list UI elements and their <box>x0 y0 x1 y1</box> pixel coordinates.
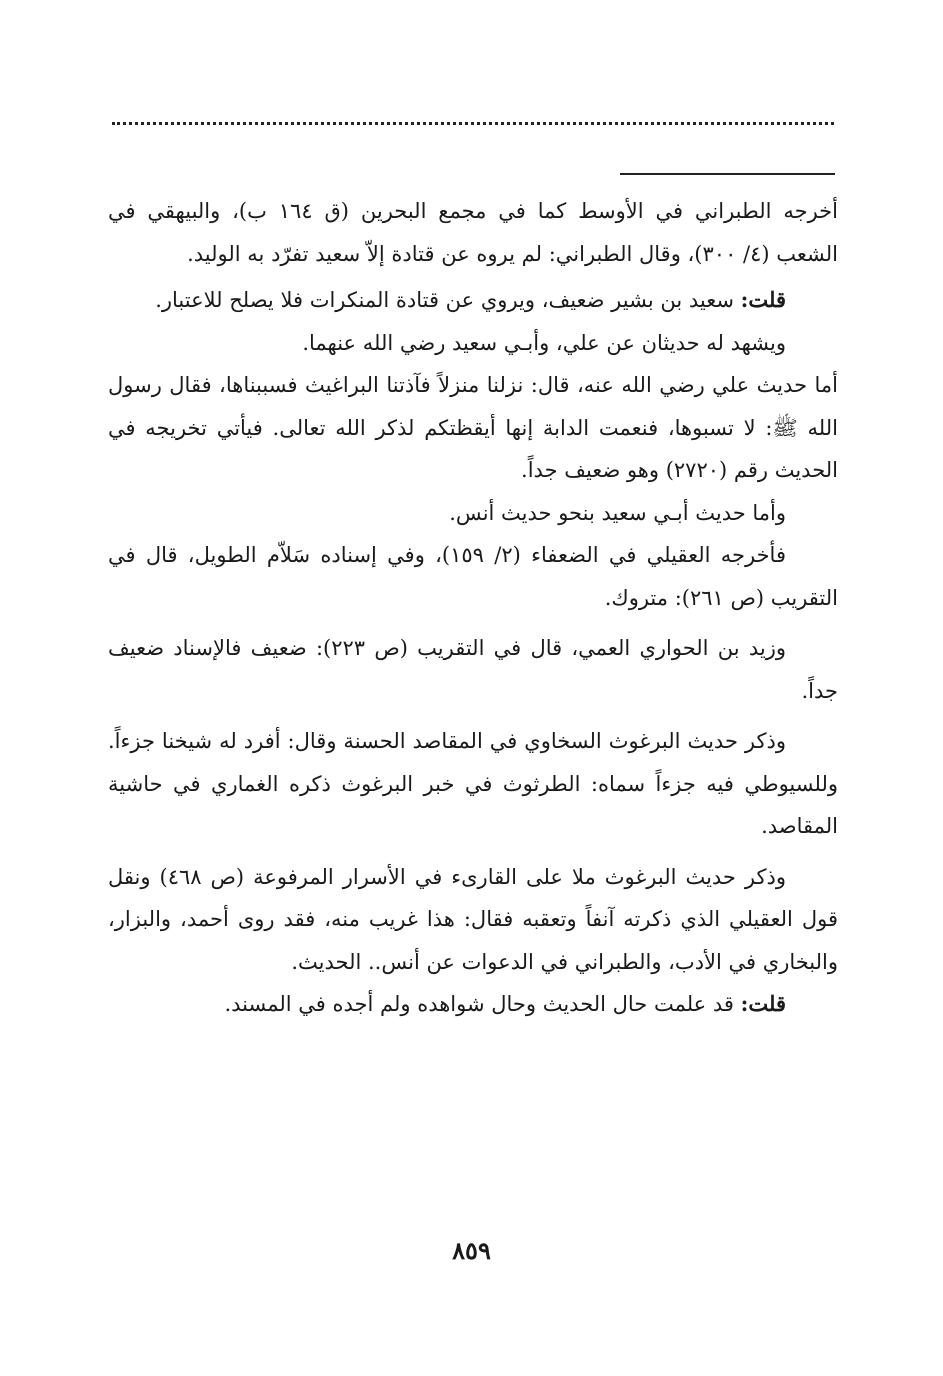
paragraph-mulla-ali-qari <box>108 856 838 984</box>
paragraph-shawahid <box>108 322 838 365</box>
paragraph-zaid-hawari <box>108 627 838 712</box>
paragraph-text: أما حديث علي رضي الله عنه، قال: نزلنا منزلاً فآذتنا البراغيث فسببناها، فقال رسول الله ﷺ: لا تسبوها، فنعمت الدابة إنها أيقظتكم لذكر الله تعالى. فيأتي تخريجه في الحديث رقم (٢٧٢٠) وهو ضعيف جداً. <box>108 373 838 482</box>
paragraph-text: قد علمت حال الحديث وحال شواهده ولم أجده في المسند. <box>224 992 741 1016</box>
footnote-text-block <box>108 190 838 1026</box>
paragraph-qultu-saeed <box>108 279 838 322</box>
paragraph-text: وذكر حديث البرغوث السخاوي في المقاصد الحسنة وقال: أفرد له شيخنا جزءاً. وللسيوطي فيه جزءاً سماه: الطرثوث في خبر البرغوث ذكره الغماري في حاشية المقاصد. <box>108 729 838 838</box>
paragraph-hadith-ali <box>108 364 838 492</box>
paragraph-uqaili <box>108 534 838 619</box>
paragraph-text: وزيد بن الحواري العمي، قال في التقريب (ص ٢٢٣): ضعيف فالإسناد ضعيف جداً. <box>108 636 838 703</box>
paragraph-takhrij-tabarani <box>108 190 838 275</box>
paragraph-sakhawi <box>108 720 838 848</box>
paragraph-hadith-abi-saeed <box>108 492 838 535</box>
paragraph-text: سعيد بن بشير ضعيف، ويروي عن قتادة المنكرات فلا يصلح للاعتبار. <box>155 288 741 312</box>
paragraph-text: وأما حديث أبـي سعيد بنحو حديث أنس. <box>449 500 786 525</box>
paragraph-text: وذكر حديث البرغوث ملا على القارىء في الأسرار المرفوعة (ص ٤٦٨) ونقل قول العقيلي الذي ذكرته آنفاً وتعقبه فقال: هذا غريب منه، فقد روى أحمد، والبزار، والبخاري في الأدب، والطبراني في الدعوات عن أنس.. الحديث. <box>108 864 838 974</box>
footnote-separator-line <box>620 173 835 175</box>
paragraph-text: فأخرجه العقيلي في الضعفاء (٢/ ١٥٩)، وفي إسناده سَلاّم الطويل، قال في التقريب (ص ٢٦١): متروك. <box>108 543 838 610</box>
dotted-separator <box>112 122 834 125</box>
page-number: ٨٥٩ <box>452 1236 491 1265</box>
qultu-label: قلت: <box>740 287 786 312</box>
paragraph-qultu-conclusion <box>108 983 838 1026</box>
qultu-label: قلت: <box>740 991 786 1016</box>
paragraph-text: ويشهد له حديثان عن علي، وأبـي سعيد رضي الله عنهما. <box>302 330 786 355</box>
paragraph-text: أخرجه الطبراني في الأوسط كما في مجمع البحرين (ق ١٦٤ ب)، والبيهقي في الشعب (٤/ ٣٠٠)، وقال الطبراني: لم يروه عن قتادة إلاّ سعيد تفرّد به الوليد. <box>108 199 838 266</box>
